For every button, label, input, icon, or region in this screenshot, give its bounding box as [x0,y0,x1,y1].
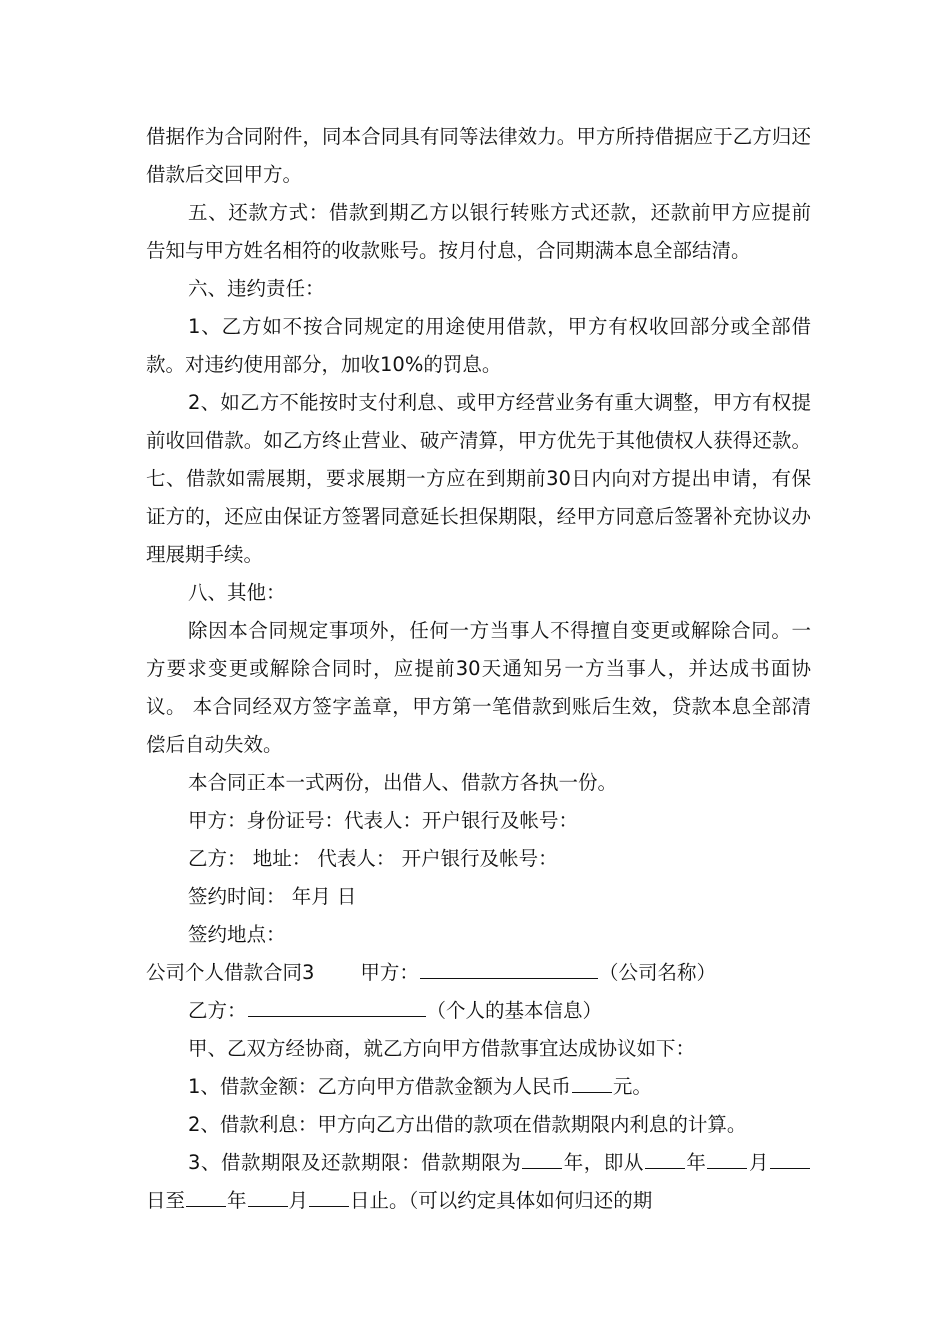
loan-term-text-f: 年 [227,1189,247,1212]
loan-term-text-h: 日止。（可以约定具体如何归还的期 [350,1189,653,1212]
signing-date: 签约时间： 年月 日 [188,885,357,908]
document-body [146,118,811,1220]
loan-amount-line [146,1068,811,1106]
heading-breach-liability: 六、违约责任： [188,277,325,300]
loan-term-text-e: 日至 [146,1189,186,1212]
paragraph-repayment-method: 五、还款方式：借款到期乙方以银行转账方式还款，还款前甲方应提前告知与甲方姓名相符的收款账号。按月付息，合同期满本息全部结清。 [146,201,811,262]
loan-interest-line: 2、借款利息：甲方向乙方出借的款项在借款期限内利息的计算。 [188,1113,747,1136]
contract3-title: 公司个人借款合同3 [146,961,315,984]
paragraph-other-terms: 除因本合同规定事项外，任何一方当事人不得擅自变更或解除合同。一方要求变更或解除合同时，应提前30天通知另一方当事人，并达成书面协议。 本合同经双方签字盖章，甲方第一笔借款到账后生效，贷款本息全部清偿后自动失效。 [146,619,811,756]
loan-term-line [146,1144,811,1220]
paragraph-breach-item-2: 2、如乙方不能按时支付利息、或甲方经营业务有重大调整，甲方有权提前收回借款。如乙方终止营业、破产清算，甲方优先于其他债权人获得还款。 七、借款如需展期，要求展期一方应在到期前30日内向对方提出申请，有保证方的，还应由保证方签署同意延长担保期限，经甲方同意后签署补充协议办理展期手续。 [146,391,811,566]
party-b-label: 乙方： [188,999,247,1022]
end-day-blank [309,1184,349,1207]
party-b-line [146,992,811,1030]
party-b-blank [248,994,426,1017]
loan-term-text-a: 3、借款期限及还款期限：借款期限为 [188,1151,522,1174]
loan-term-years-blank [522,1146,562,1169]
party-a-label: 甲方： [360,961,419,984]
start-year-blank [645,1146,685,1169]
party-a-blank [420,956,598,979]
loan-term-text-g: 月 [288,1189,309,1212]
signature-party-a: 甲方：身份证号：代表人：开户银行及帐号： [188,809,579,832]
loan-term-text-d: 月 [748,1151,769,1174]
paragraph-iou-attachment: 借据作为合同附件，同本合同具有同等法律效力。甲方所持借据应于乙方归还借款后交回甲方。 [146,125,811,186]
start-month-blank [707,1146,747,1169]
party-a-note: （公司名称） [598,961,716,984]
paragraph-breach-item-1: 1、乙方如不按合同规定的用途使用借款，甲方有权收回部分或全部借款。对违约使用部分，加收10%的罚息。 [146,315,811,376]
loan-amount-blank [572,1070,612,1093]
end-year-blank [186,1184,226,1207]
heading-other: 八、其他： [188,581,286,604]
loan-term-text-b: 年，即从 [563,1151,644,1174]
loan-term-text-c: 年 [685,1151,707,1174]
loan-amount-prefix: 1、借款金额：乙方向甲方借款金额为人民币 [188,1075,571,1098]
contract3-title-line [146,954,811,992]
signature-party-b: 乙方： 地址： 代表人： 开户银行及帐号： [188,847,558,870]
start-day-blank [770,1146,810,1169]
end-month-blank [248,1184,288,1207]
signing-place: 签约地点： [188,923,286,946]
party-b-note: （个人的基本信息） [426,999,603,1022]
contract3-intro: 甲、乙双方经协商，就乙方向甲方借款事宜达成协议如下： [188,1037,696,1060]
loan-amount-suffix: 元。 [612,1075,652,1098]
paragraph-copies: 本合同正本一式两份，出借人、借款方各执一份。 [188,771,618,794]
